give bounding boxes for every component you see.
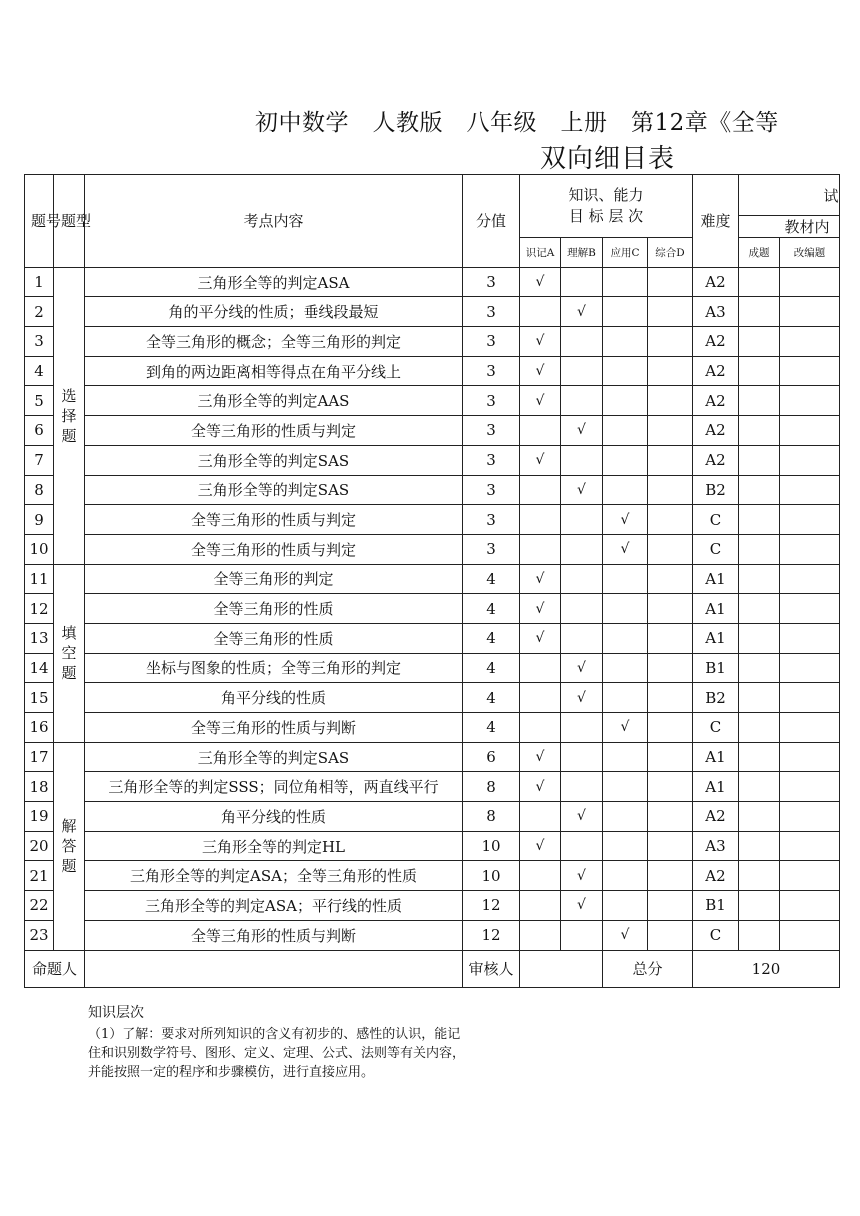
total-value: 120 [693,950,840,987]
section-type-char: 解 [61,817,77,836]
row-level-c [603,327,648,357]
row-level-c [603,831,648,861]
row-source-adapted [780,623,840,653]
row-number: 13 [25,623,54,653]
row-level-b [561,327,603,357]
row-level-c [603,683,648,713]
row-level-a [520,683,561,713]
table-row [25,861,840,891]
table-row [25,386,840,416]
row-source-original [739,445,780,475]
row-source-original [739,861,780,891]
row-level-a [520,475,561,505]
row-level-a [520,534,561,564]
row-level-a: √ [520,356,561,386]
header-num-text: 题号 [31,211,62,230]
row-difficulty: B2 [693,683,739,713]
row-level-c [603,772,648,802]
row-number: 10 [25,534,54,564]
row-content: 三角形全等的判定AAS [85,386,463,416]
row-difficulty: A3 [693,297,739,327]
document-subtitle: 双向细目表 [540,144,676,174]
header-source-text: 试 [823,186,839,205]
row-level-c [603,653,648,683]
table-row [25,891,840,921]
row-source-adapted [780,713,840,743]
row-source-original [739,505,780,535]
row-level-c [603,802,648,832]
row-level-b [561,623,603,653]
row-score: 3 [463,445,520,475]
notes-heading: 知识层次 [88,1005,144,1021]
row-level-d [648,920,693,950]
row-level-a: √ [520,831,561,861]
row-number: 17 [25,742,54,772]
row-source-adapted [780,505,840,535]
row-level-d [648,416,693,446]
author-value [85,950,463,987]
row-difficulty: B1 [693,653,739,683]
row-number: 4 [25,356,54,386]
row-score: 3 [463,386,520,416]
row-number: 5 [25,386,54,416]
notes-text: （1）了解：要求对所列知识的含义有初步的、感性的认识，能记住和识别数学符号、图形、定义、定理、公式、法则等有关内容，并能按照一定的程序和步骤模仿，进行直接应用。 [88,1027,466,1080]
section-type-label [54,267,85,564]
row-level-d [648,713,693,743]
header-question-number [25,175,62,268]
row-level-b: √ [561,683,603,713]
row-source-original [739,416,780,446]
row-difficulty: A3 [693,831,739,861]
row-score: 4 [463,564,520,594]
row-source-original [739,920,780,950]
row-number: 6 [25,416,54,446]
header-level-d: 综合D [648,238,693,268]
row-level-b: √ [561,891,603,921]
row-source-original [739,653,780,683]
row-number: 14 [25,653,54,683]
row-score: 10 [463,831,520,861]
table-row [25,475,840,505]
row-level-d [648,831,693,861]
row-number: 8 [25,475,54,505]
row-level-c [603,742,648,772]
row-content: 角平分线的性质 [85,802,463,832]
row-source-adapted [780,386,840,416]
row-level-a: √ [520,386,561,416]
row-level-a [520,653,561,683]
row-difficulty: A2 [693,267,739,297]
row-source-original [739,356,780,386]
table-row [25,623,840,653]
row-level-c [603,475,648,505]
table-row [25,356,840,386]
table-row [25,267,840,297]
row-level-d [648,327,693,357]
section-type-char: 答 [61,837,77,856]
row-level-d [648,297,693,327]
row-level-d [648,683,693,713]
row-content: 全等三角形的概念；全等三角形的判定 [85,327,463,357]
row-score: 4 [463,713,520,743]
row-difficulty: A1 [693,742,739,772]
row-score: 4 [463,683,520,713]
row-level-a [520,802,561,832]
row-level-b [561,742,603,772]
row-source-original [739,683,780,713]
section-type-char: 择 [61,406,77,425]
row-level-b: √ [561,416,603,446]
row-level-a: √ [520,267,561,297]
row-level-b [561,772,603,802]
row-content: 全等三角形的性质与判断 [85,920,463,950]
row-source-original [739,475,780,505]
row-source-adapted [780,683,840,713]
row-level-a [520,891,561,921]
table-row [25,297,840,327]
row-number: 15 [25,683,54,713]
row-score: 3 [463,475,520,505]
section-type-char: 填 [61,624,77,643]
row-source-adapted [780,653,840,683]
row-content: 全等三角形的判定 [85,564,463,594]
row-level-a [520,297,561,327]
row-difficulty: C [693,505,739,535]
row-difficulty: C [693,920,739,950]
row-source-adapted [780,267,840,297]
row-level-d [648,505,693,535]
row-number: 3 [25,327,54,357]
row-number: 1 [25,267,54,297]
reviewer-value [520,950,603,987]
table-row [25,445,840,475]
row-level-d [648,623,693,653]
row-score: 3 [463,356,520,386]
row-level-a [520,861,561,891]
row-difficulty: A1 [693,623,739,653]
row-score: 3 [463,534,520,564]
footer-row [25,950,840,987]
total-label: 总分 [603,950,693,987]
section-type-char: 题 [61,664,77,683]
row-level-c [603,564,648,594]
row-number: 20 [25,831,54,861]
row-content: 全等三角形的性质与判断 [85,713,463,743]
table-row [25,416,840,446]
header-source-original: 成题 [739,238,780,268]
section-type-char: 题 [61,857,77,876]
row-difficulty: A2 [693,416,739,446]
table-row [25,713,840,743]
row-difficulty: B1 [693,891,739,921]
row-source-original [739,386,780,416]
row-level-b: √ [561,861,603,891]
row-number: 11 [25,564,54,594]
row-level-b [561,386,603,416]
row-source-adapted [780,802,840,832]
row-difficulty: A1 [693,772,739,802]
row-source-original [739,742,780,772]
row-level-c [603,386,648,416]
table-row [25,505,840,535]
row-level-b [561,267,603,297]
row-level-a [520,416,561,446]
row-number: 23 [25,920,54,950]
row-level-b [561,564,603,594]
row-source-adapted [780,356,840,386]
row-content: 全等三角形的性质 [85,623,463,653]
row-level-d [648,475,693,505]
header-content: 考点内容 [85,175,463,268]
row-level-b: √ [561,297,603,327]
row-source-original [739,267,780,297]
row-level-d [648,564,693,594]
row-content: 全等三角形的性质 [85,594,463,624]
header-source [739,175,840,216]
row-content: 三角形全等的判定ASA；平行线的性质 [85,891,463,921]
row-source-original [739,623,780,653]
header-level-b: 理解B [561,238,603,268]
row-level-b [561,445,603,475]
row-source-original [739,534,780,564]
row-number: 18 [25,772,54,802]
header-score: 分值 [463,175,520,268]
row-score: 3 [463,297,520,327]
table-row [25,327,840,357]
header-type-text: 题型 [61,211,92,230]
reviewer-label: 审核人 [463,950,520,987]
row-level-c: √ [603,505,648,535]
table-row [25,683,840,713]
row-score: 3 [463,505,520,535]
row-level-c [603,267,648,297]
row-level-a: √ [520,623,561,653]
row-level-a: √ [520,772,561,802]
header-level-c: 应用C [603,238,648,268]
row-level-b [561,713,603,743]
row-level-d [648,386,693,416]
row-difficulty: A1 [693,594,739,624]
row-level-b [561,594,603,624]
row-score: 6 [463,742,520,772]
row-score: 8 [463,772,520,802]
row-content: 三角形全等的判定SAS [85,742,463,772]
row-content: 三角形全等的判定SSS；同位角相等，两直线平行 [85,772,463,802]
row-difficulty: A2 [693,861,739,891]
row-level-c [603,356,648,386]
row-difficulty: A2 [693,386,739,416]
row-level-a: √ [520,564,561,594]
section-type-label [54,742,85,950]
row-score: 3 [463,267,520,297]
row-source-adapted [780,831,840,861]
row-source-adapted [780,920,840,950]
row-score: 12 [463,891,520,921]
row-source-adapted [780,594,840,624]
row-source-original [739,891,780,921]
row-content: 三角形全等的判定SAS [85,445,463,475]
table-row [25,831,840,861]
row-number: 16 [25,713,54,743]
row-content: 三角形全等的判定HL [85,831,463,861]
row-content: 全等三角形的性质与判定 [85,416,463,446]
table-row [25,772,840,802]
row-level-d [648,742,693,772]
row-level-a: √ [520,445,561,475]
row-level-d [648,891,693,921]
row-number: 22 [25,891,54,921]
row-content: 全等三角形的性质与判定 [85,534,463,564]
row-difficulty: C [693,713,739,743]
table-row [25,742,840,772]
author-label: 命题人 [25,950,85,987]
row-score: 10 [463,861,520,891]
row-level-d [648,534,693,564]
section-type-char: 空 [61,644,77,663]
row-source-adapted [780,772,840,802]
header-source-adapted: 改编题 [780,238,840,268]
row-level-b: √ [561,653,603,683]
row-score: 8 [463,802,520,832]
row-level-d [648,356,693,386]
row-number: 21 [25,861,54,891]
table-row [25,534,840,564]
row-source-original [739,564,780,594]
table-row [25,802,840,832]
row-level-b [561,356,603,386]
row-source-original [739,297,780,327]
row-source-original [739,327,780,357]
row-level-c [603,297,648,327]
specification-table [24,174,840,988]
row-score: 4 [463,623,520,653]
header-difficulty: 难度 [693,175,739,268]
header-levels-line2: 目 标 层 次 [568,207,644,225]
notes-section [88,1004,468,1082]
row-level-c: √ [603,713,648,743]
row-source-adapted [780,861,840,891]
section-type-char: 题 [61,426,77,445]
row-level-d [648,445,693,475]
row-content: 三角形全等的判定ASA；全等三角形的性质 [85,861,463,891]
row-level-a [520,505,561,535]
row-source-original [739,713,780,743]
row-score: 4 [463,653,520,683]
header-level-a: 识记A [520,238,561,268]
row-level-b [561,831,603,861]
row-level-d [648,267,693,297]
row-number: 19 [25,802,54,832]
row-level-c [603,861,648,891]
row-level-c [603,891,648,921]
row-difficulty: A2 [693,327,739,357]
section-type-label [54,564,85,742]
row-level-d [648,594,693,624]
row-source-adapted [780,891,840,921]
row-level-a: √ [520,327,561,357]
row-level-a: √ [520,594,561,624]
row-source-adapted [780,297,840,327]
row-level-c [603,416,648,446]
row-content: 到角的两边距离相等得点在角平分线上 [85,356,463,386]
row-level-d [648,802,693,832]
row-source-original [739,802,780,832]
row-level-c [603,445,648,475]
table-row [25,920,840,950]
row-level-b [561,920,603,950]
row-source-original [739,772,780,802]
row-difficulty: C [693,534,739,564]
row-source-adapted [780,445,840,475]
row-number: 12 [25,594,54,624]
row-level-b [561,505,603,535]
row-level-a [520,920,561,950]
header-levels-line1: 知识、能力 [568,186,644,204]
row-content: 全等三角形的性质与判定 [85,505,463,535]
table-row [25,564,840,594]
row-number: 7 [25,445,54,475]
row-difficulty: A2 [693,802,739,832]
row-level-c [603,623,648,653]
row-difficulty: A2 [693,356,739,386]
row-content: 坐标与图象的性质；全等三角形的判定 [85,653,463,683]
row-number: 2 [25,297,54,327]
row-score: 4 [463,594,520,624]
row-source-adapted [780,416,840,446]
header-levels [520,175,693,238]
row-level-c [603,594,648,624]
row-source-adapted [780,534,840,564]
row-level-b [561,534,603,564]
row-number: 9 [25,505,54,535]
row-source-adapted [780,564,840,594]
row-level-d [648,653,693,683]
header-textbook-text: 教材内 [784,218,830,236]
row-source-adapted [780,327,840,357]
row-content: 三角形全等的判定ASA [85,267,463,297]
document-title: 初中数学 人教版 八年级 上册 第12章《全等 [255,110,779,136]
row-level-b: √ [561,802,603,832]
row-difficulty: A1 [693,564,739,594]
row-level-d [648,772,693,802]
row-score: 12 [463,920,520,950]
row-source-original [739,831,780,861]
row-level-a [520,713,561,743]
row-source-adapted [780,742,840,772]
row-content: 角的平分线的性质；垂线段最短 [85,297,463,327]
row-difficulty: A2 [693,445,739,475]
table-row [25,653,840,683]
table-row [25,594,840,624]
row-level-c: √ [603,534,648,564]
row-content: 角平分线的性质 [85,683,463,713]
row-content: 三角形全等的判定SAS [85,475,463,505]
row-source-adapted [780,475,840,505]
row-level-a: √ [520,742,561,772]
row-difficulty: B2 [693,475,739,505]
row-score: 3 [463,416,520,446]
row-level-c: √ [603,920,648,950]
section-type-char: 选 [61,386,77,405]
row-source-original [739,594,780,624]
row-level-b: √ [561,475,603,505]
header-textbook [739,216,840,238]
row-level-d [648,861,693,891]
row-score: 3 [463,327,520,357]
